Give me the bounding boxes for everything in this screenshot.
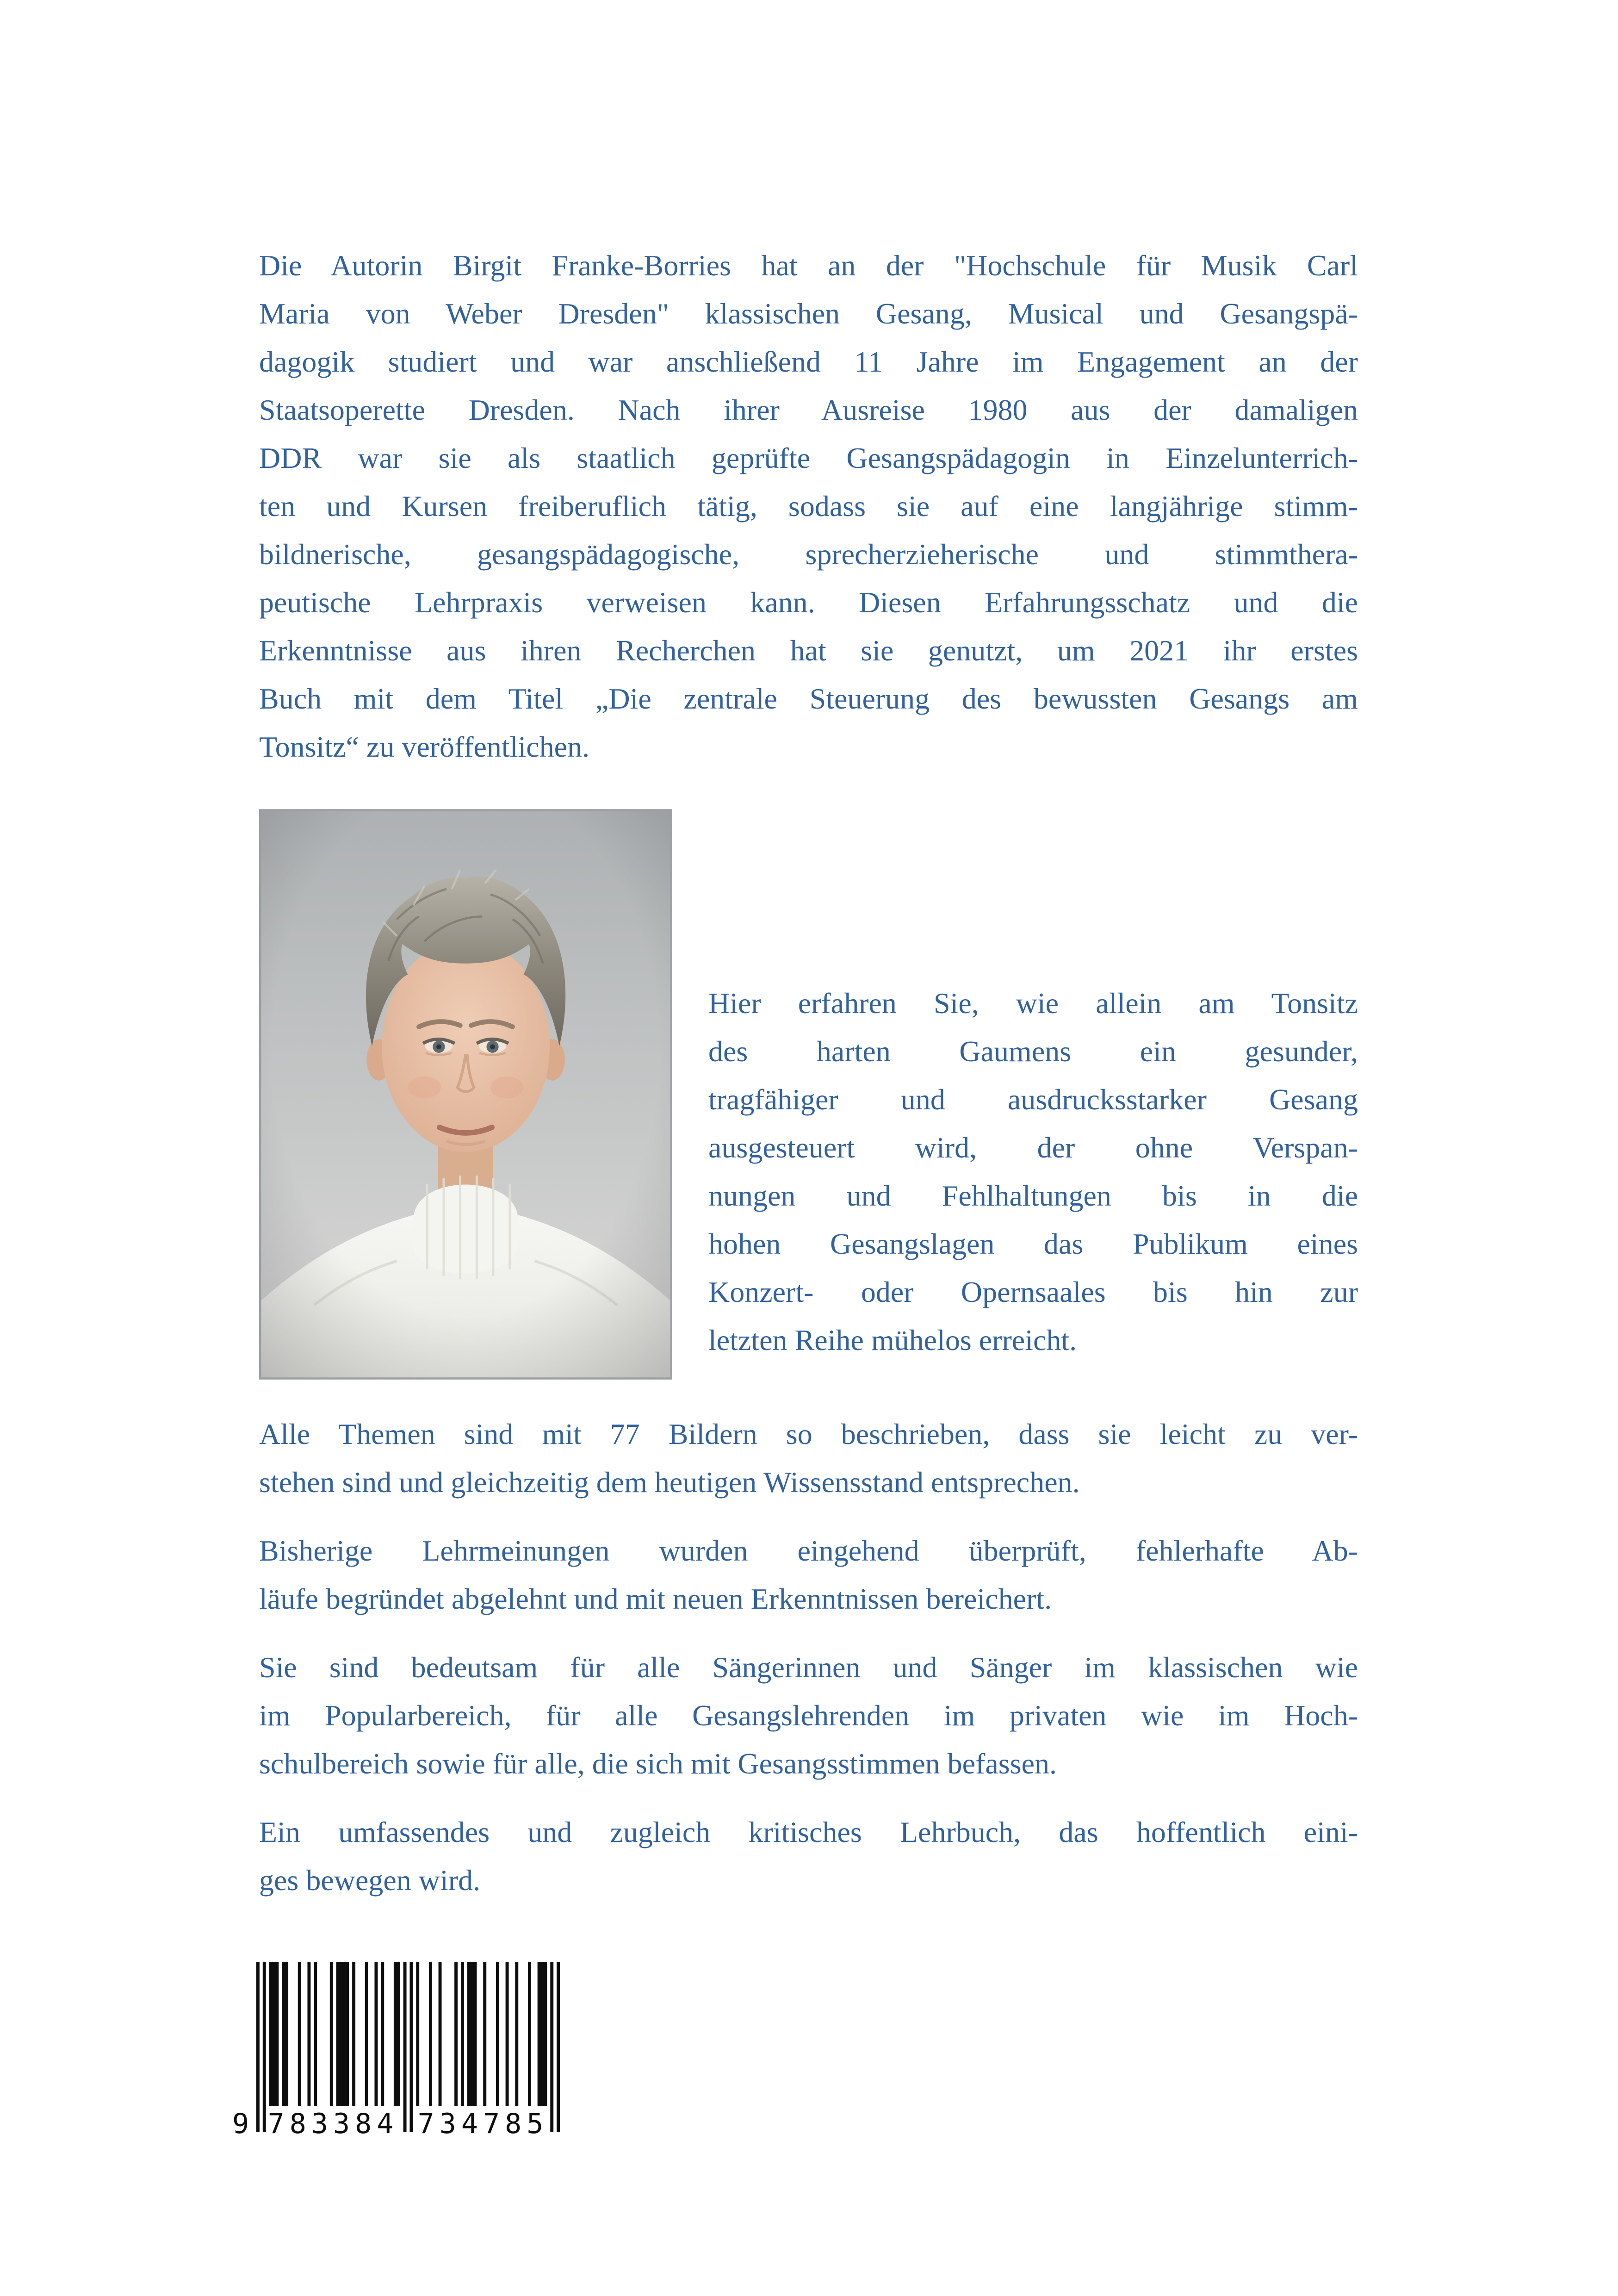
text-line: Tonsitz“ zu veröffentlichen. xyxy=(259,730,590,763)
author-portrait-image xyxy=(259,809,672,1380)
text-line: peutische Lehrpraxis verweisen kann. Diesen Erfahrungsschatz und die xyxy=(259,586,1358,619)
text-line: Maria von Weber Dresden" klassischen Gesang, Musical und Gesangspä- xyxy=(259,297,1358,330)
barcode-digits-right: 734785 xyxy=(417,2108,549,2140)
author-bio-paragraph xyxy=(259,242,1358,771)
text-line: Buch mit dem Titel „Die zentrale Steuerung des bewussten Gesangs am xyxy=(259,682,1358,715)
text-line: Die Autorin Birgit Franke-Borries hat an der "Hochschule für Musik Carl xyxy=(259,249,1358,282)
text-line: ausgesteuert wird, der ohne Verspan- xyxy=(708,1131,1358,1164)
text-line: tragfähiger und ausdrucksstarker Gesang xyxy=(708,1083,1358,1116)
barcode-digit-first: 9 xyxy=(232,2108,249,2140)
book-teaser-paragraph xyxy=(708,809,1358,1364)
text-line: Erkenntnisse aus ihren Recherchen hat sie genutzt, um 2021 ihr erstes xyxy=(259,634,1358,667)
text-line: des harten Gaumens ein gesunder, xyxy=(708,1035,1358,1068)
text-line: läufe begründet abgelehnt und mit neuen Erkenntnissen bereichert. xyxy=(259,1582,1052,1615)
text-line: bildnerische, gesangspädagogische, sprecherzieherische und stimmthera- xyxy=(259,538,1358,571)
text-line: Alle Themen sind mit 77 Bildern so beschrieben, dass sie leicht zu ver- xyxy=(259,1418,1358,1450)
text-line: stehen sind und gleichzeitig dem heutigen Wissensstand entsprechen. xyxy=(259,1466,1080,1499)
author-portrait-photo xyxy=(259,809,672,1380)
audience-paragraph xyxy=(259,1643,1358,1788)
barcode-digits-left: 783384 xyxy=(267,2108,399,2140)
text-line: ges bewegen wird. xyxy=(259,1864,481,1897)
text-line: Hier erfahren Sie, wie allein am Tonsitz xyxy=(708,987,1358,1020)
review-paragraph xyxy=(259,1527,1358,1623)
text-line: Bisherige Lehrmeinungen wurden eingehend überprüft, fehlerhafte Ab- xyxy=(259,1534,1358,1567)
closing-paragraph xyxy=(259,1808,1358,1904)
themes-paragraph xyxy=(259,1410,1358,1506)
text-line: nungen und Fehlhaltungen bis in die xyxy=(708,1179,1358,1212)
text-line: Ein umfassendes und zugleich kritisches Lehrbuch, das hoffentlich eini- xyxy=(259,1816,1358,1848)
text-line: letzten Reihe mühelos erreicht. xyxy=(708,1324,1077,1356)
photo-section xyxy=(259,809,1358,1380)
isbn-barcode xyxy=(232,1962,565,2170)
text-line: Sie sind bedeutsam für alle Sängerinnen und Sänger im klassischen wie xyxy=(259,1651,1358,1684)
text-line: dagogik studiert und war anschließend 11 Jahre im Engagement an der xyxy=(259,345,1358,378)
text-line: im Popularbereich, für alle Gesangslehrenden im privaten wie im Hoch- xyxy=(259,1699,1358,1732)
text-line: Konzert- oder Opernsaales bis hin zur xyxy=(708,1276,1358,1308)
text-line: ten und Kursen freiberuflich tätig, sodass sie auf eine langjährige stimm- xyxy=(259,490,1358,523)
barcode-bars xyxy=(256,1962,560,2132)
text-line: hohen Gesangslagen das Publikum eines xyxy=(708,1227,1358,1260)
text-line: DDR war sie als staatlich geprüfte Gesangspädagogin in Einzelunterrich- xyxy=(259,442,1358,474)
text-line: Staatsoperette Dresden. Nach ihrer Ausreise 1980 aus der damaligen xyxy=(259,393,1358,426)
text-line: schulbereich sowie für alle, die sich mit Gesangsstimmen befassen. xyxy=(259,1747,1057,1780)
